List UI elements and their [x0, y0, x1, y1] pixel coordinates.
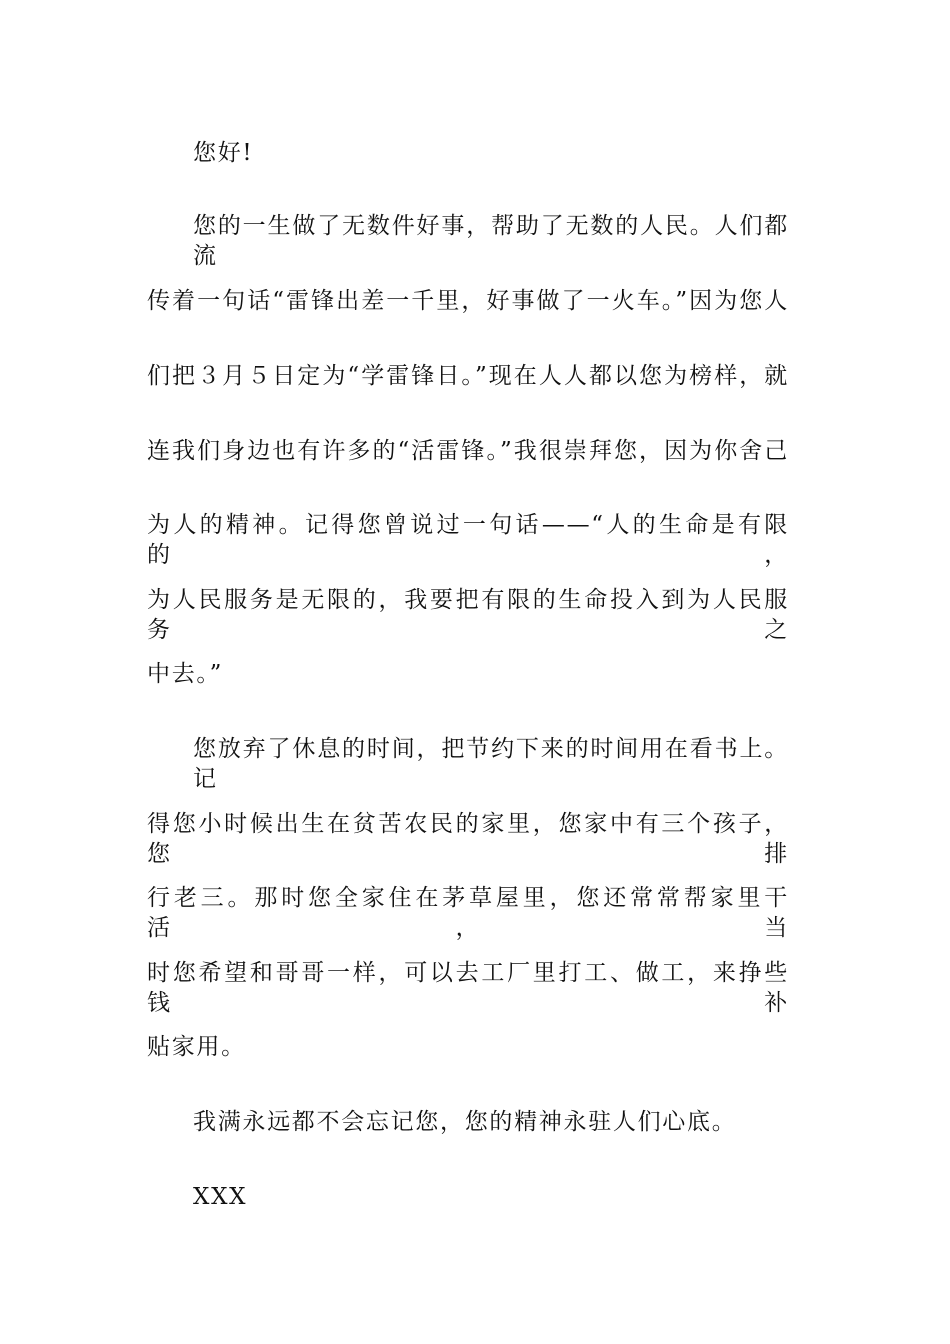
paragraph-1-line-5: 为人的精神。记得您曾说过一句话——“人的生命是有限的， [147, 512, 789, 568]
paragraph-1-line-4: 连我们身边也有许多的“活雷锋。”我很崇拜您，因为你舍己 [147, 438, 789, 464]
paragraph-2-line-1: 您放弃了休息的时间，把节约下来的时间用在看书上。记 [193, 736, 789, 792]
paragraph-1-line-1: 您的一生做了无数件好事，帮助了无数的人民。人们都流 [193, 213, 789, 269]
paragraph-1-line-3: 们把３月５日定为“学雷锋日。”现在人人都以您为榜样，就 [147, 363, 789, 389]
paragraph-2-line-5: 贴家用。 [147, 1034, 246, 1060]
paragraph-1-line-6: 为人民服务是无限的，我要把有限的生命投入到为人民服务之 [147, 587, 789, 643]
paragraph-1-line-7: 中去。” [147, 661, 224, 687]
greeting: 您好! [193, 140, 254, 166]
paragraph-1-line-2: 传着一句话“雷锋出差一千里，好事做了一火车。”因为您人 [147, 288, 789, 314]
paragraph-2-line-2: 得您小时候出生在贫苦农民的家里，您家中有三个孩子，您排 [147, 811, 789, 867]
paragraph-2-line-4: 时您希望和哥哥一样，可以去工厂里打工、做工，来挣些钱补 [147, 960, 789, 1016]
paragraph-3: 我满永远都不会忘记您，您的精神永驻人们心底。 [193, 1109, 737, 1135]
paragraph-2-line-3: 行老三。那时您全家住在茅草屋里，您还常常帮家里干活，当 [147, 885, 789, 941]
signature: XXX [193, 1184, 248, 1210]
